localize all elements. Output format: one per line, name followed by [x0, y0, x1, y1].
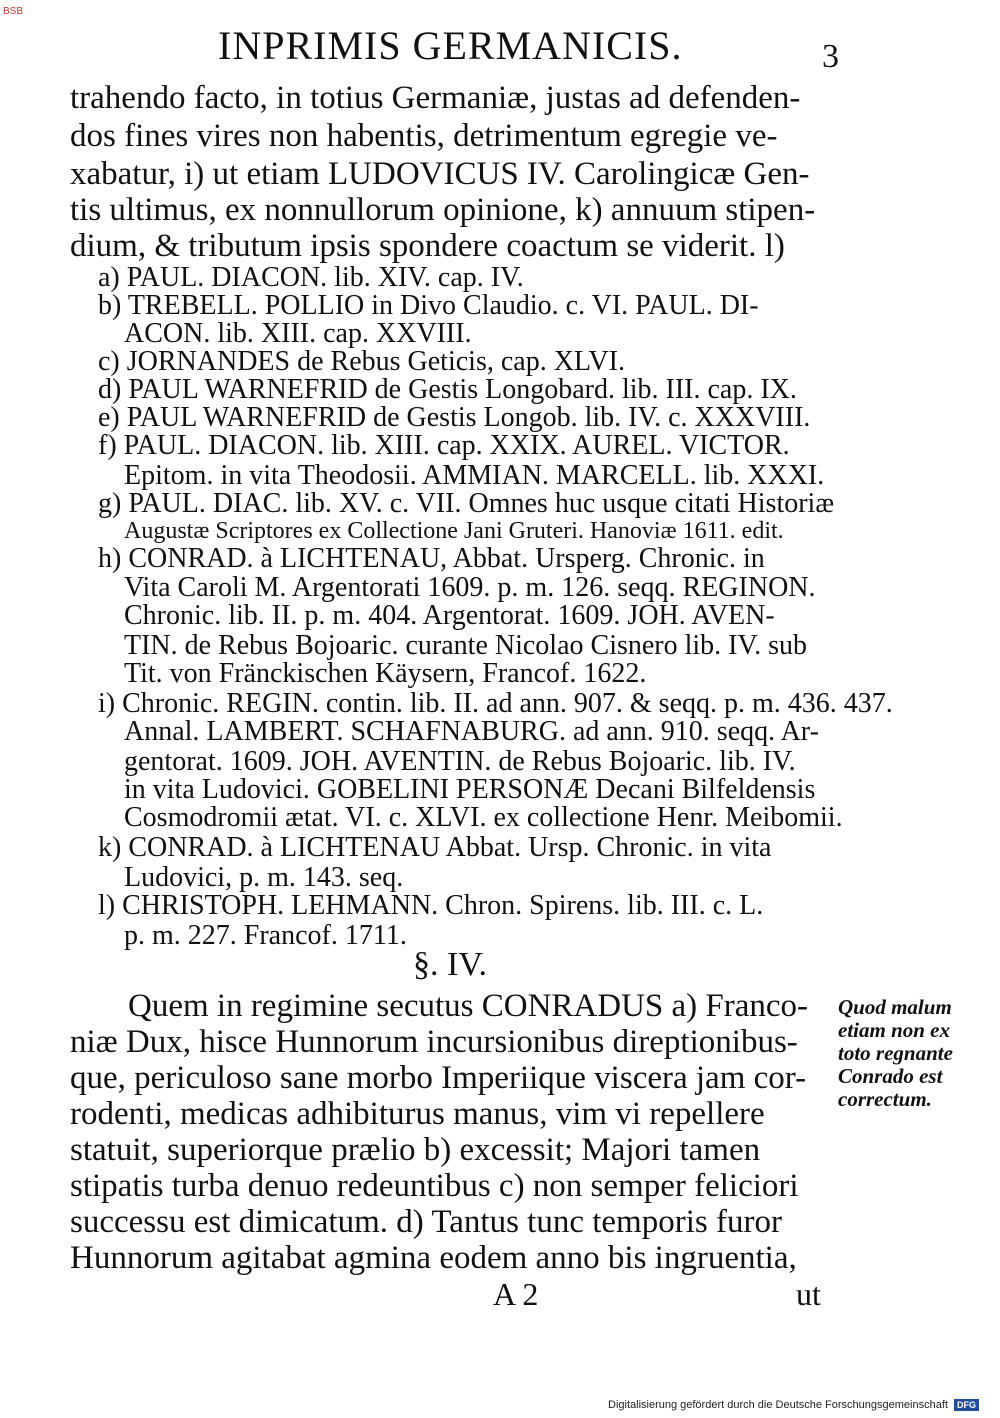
footnote-line: Ludovici, p. m. 143. seq.	[124, 862, 404, 893]
paragraph-line: que, periculoso sane morbo Imperiique viscera jam cor-	[70, 1060, 807, 1096]
paragraph-line: successu est dimicatum. d) Tantus tunc temporis furor	[70, 1204, 782, 1240]
paragraph-line: Hunnorum agitabat agmina eodem anno bis ingruentia,	[70, 1240, 797, 1276]
footnote-line: g) PAUL. DIAC. lib. XV. c. VII. Omnes huc usque citati Historiæ	[98, 488, 834, 519]
library-mark: BSB	[3, 6, 24, 17]
footnote-line: TIN. de Rebus Bojoaric. curante Nicolao Cisnero lib. IV. sub	[124, 630, 808, 661]
marginal-note	[838, 996, 953, 1111]
paragraph-line: stipatis turba denuo redeuntibus c) non semper feliciori	[70, 1168, 799, 1204]
footnote-line: k) CONRAD. à LICHTENAU Abbat. Ursp. Chronic. in vita	[98, 832, 772, 863]
signature-mark: A 2	[493, 1276, 539, 1312]
marginal-note-line: etiam non ex	[838, 1018, 951, 1042]
footnote-line: Epitom. in vita Theodosii. AMMIAN. MARCELL. lib. XXXI.	[124, 460, 825, 491]
footnote-line: l) CHRISTOPH. LEHMANN. Chron. Spirens. lib. III. c. L.	[98, 890, 764, 921]
section-heading: §. IV.	[413, 946, 487, 983]
footnote-line: in vita Ludovici. GOBELINI PERSONÆ Decani Bilfeldensis	[124, 774, 816, 805]
dfg-logo: DFG	[954, 1399, 979, 1411]
footnote-line: p. m. 227. Francof. 1711.	[124, 920, 407, 951]
text-line: xabatur, i) ut etiam LUDOVICUS IV. Carolingicæ Gen-	[70, 156, 810, 192]
paragraph-line: niæ Dux, hisce Hunnorum incursionibus direptionibus-	[70, 1024, 798, 1060]
marginal-note-line: toto regnante	[838, 1041, 953, 1065]
footnote-line: ACON. lib. XIII. cap. XXVIII.	[124, 318, 472, 349]
footnote-line: Cosmodromii ætat. VI. c. XLVI. ex collectione Henr. Meibomii.	[124, 802, 843, 833]
footnote-line: h) CONRAD. à LICHTENAU, Abbat. Ursperg. Chronic. in	[98, 543, 765, 574]
footnote-line: Augustæ Scriptores ex Collectione Jani Gruteri. Hanoviæ 1611. edit.	[124, 518, 784, 544]
footnote-line: b) TREBELL. POLLIO in Divo Claudio. c. VI. PAUL. DI-	[98, 290, 759, 321]
paragraph-line: rodenti, medicas adhibiturus manus, vim vi repellere	[70, 1096, 765, 1132]
text-line: trahendo facto, in totius Germaniæ, justas ad defenden-	[70, 80, 801, 116]
footnote-line: Vita Caroli M. Argentorati 1609. p. m. 126. seqq. REGINON.	[124, 572, 816, 603]
footnote-line: e) PAUL WARNEFRID de Gestis Longob. lib. IV. c. XXXVIII.	[98, 402, 811, 433]
footnote-line: Annal. LAMBERT. SCHAFNABURG. ad ann. 910. seqq. Ar-	[124, 716, 819, 747]
text-line: dos fines vires non habentis, detrimentum egregie ve-	[70, 118, 778, 154]
footnote-line: c) JORNANDES de Rebus Geticis, cap. XLVI.	[98, 346, 625, 377]
marginal-note-line: correctum.	[838, 1087, 932, 1111]
footer-credit	[608, 1399, 979, 1411]
text-line: tis ultimus, ex nonnullorum opinione, k) annuum stipen-	[70, 192, 816, 228]
footnote-line: Tit. von Fränckischen Käysern, Francof. 1622.	[124, 658, 647, 689]
paragraph-line: statuit, superiorque prælio b) excessit; Majori tamen	[70, 1132, 761, 1168]
footer-credit-text: Digitalisierung gefördert durch die Deutsche Forschungsgemeinschaft	[608, 1399, 948, 1411]
footnote-line: f) PAUL. DIACON. lib. XIII. cap. XXIX. AUREL. VICTOR.	[98, 430, 790, 461]
marginal-note-line: Conrado est	[838, 1064, 943, 1088]
footnote-line: gentorat. 1609. JOH. AVENTIN. de Rebus Bojoaric. lib. IV.	[124, 746, 796, 777]
page-number: 3	[822, 38, 839, 75]
footnote-line: a) PAUL. DIACON. lib. XIV. cap. IV.	[98, 262, 524, 293]
text-line: dium, & tributum ipsis spondere coactum se viderit. l)	[70, 228, 785, 264]
running-title: INPRIMIS GERMANICIS.	[218, 23, 683, 68]
marginal-note-line: Quod malum	[838, 995, 952, 1019]
catchword: ut	[796, 1276, 821, 1312]
footnote-line: Chronic. lib. II. p. m. 404. Argentorat. 1609. JOH. AVEN-	[124, 600, 775, 631]
footnote-line: i) Chronic. REGIN. contin. lib. II. ad ann. 907. & seqq. p. m. 436. 437.	[98, 688, 893, 719]
paragraph-line: Quem in regimine secutus CONRADUS a) Franco-	[128, 988, 809, 1024]
footnote-line: d) PAUL WARNEFRID de Gestis Longobard. lib. III. cap. IX.	[98, 374, 797, 405]
